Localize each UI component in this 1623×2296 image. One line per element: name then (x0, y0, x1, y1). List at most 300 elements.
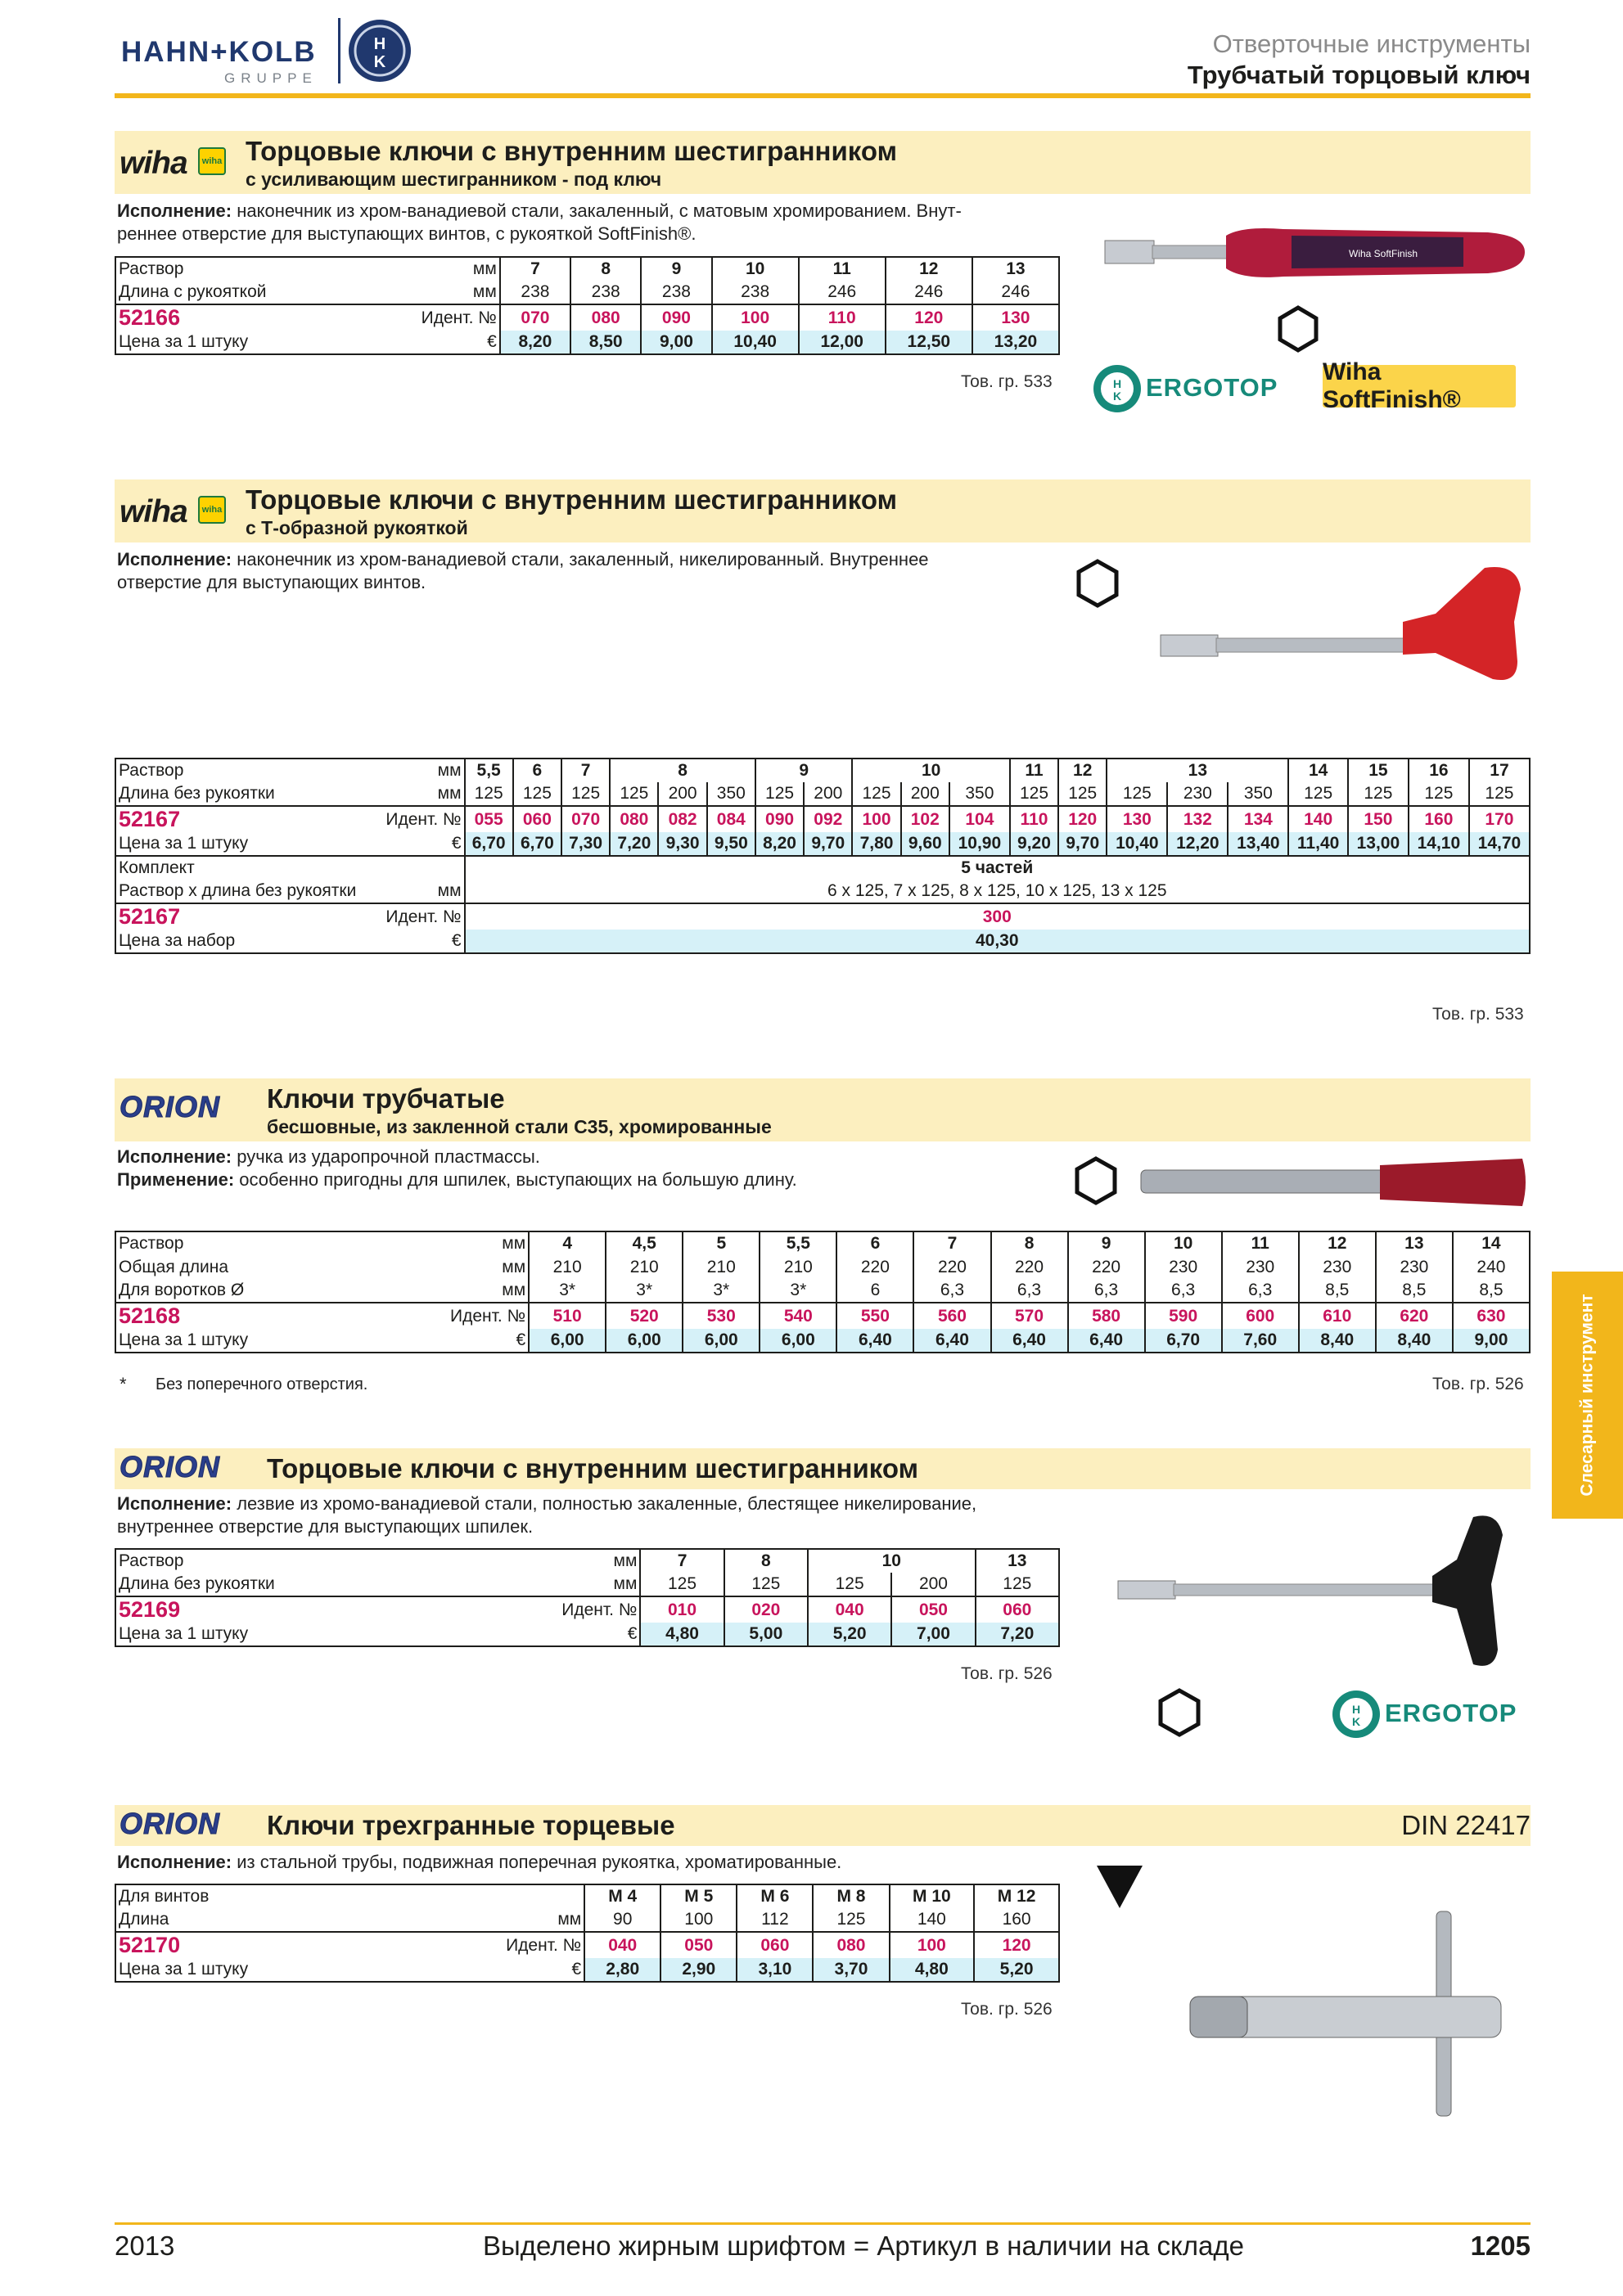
price-unit: € (435, 1958, 584, 1982)
header-rule (115, 93, 1531, 98)
length-cell: 140 (890, 1908, 975, 1932)
length-cell: 125 (610, 782, 658, 806)
size-label: Раствор (119, 259, 184, 278)
ident-cell: 040 (808, 1596, 891, 1623)
ident-label: Идент. № (435, 1932, 584, 1958)
set-article-number: 52167 (115, 903, 361, 930)
size-unit (435, 1884, 584, 1908)
length-cell: 125 (1058, 782, 1107, 806)
section2-price-table (115, 758, 1531, 954)
set-value: 5 частей (465, 856, 1530, 880)
set-sizes-label: Раствор х длина без рукоятки (119, 881, 357, 900)
length-unit: мм (437, 784, 462, 803)
length-unit: мм (557, 1910, 582, 1929)
length-cell: 210 (606, 1255, 683, 1279)
section1-title: Торцовые ключи с внутренним шестигранником (246, 136, 897, 166)
section3-title: Ключи трубчатые (267, 1083, 505, 1114)
size-cell: 10 (852, 759, 1009, 782)
price-cell: 10,40 (712, 331, 799, 354)
length-cell: 238 (500, 281, 570, 304)
ergotop-emblem-icon (1331, 1689, 1382, 1740)
size-cell: 6 (513, 759, 561, 782)
price-row (115, 832, 1530, 856)
section4-title: Торцовые ключи с внутренним шестигранником (267, 1453, 918, 1483)
hexagon-icon (1071, 1155, 1121, 1206)
ident-cell: 560 (913, 1303, 990, 1329)
size-cell: 14 (1453, 1231, 1530, 1255)
price-cell: 12,50 (886, 331, 972, 354)
price-cell: 7,80 (852, 832, 900, 856)
price-label: Цена за 1 штуку (115, 331, 361, 354)
price-label: Цена за 1 штуку (115, 1329, 377, 1353)
set-price: 40,30 (465, 930, 1530, 953)
length-label: Общая длина (119, 1257, 229, 1276)
ident-cell: 510 (529, 1303, 606, 1329)
set-price-row (115, 930, 1530, 953)
article-number: 52168 (115, 1303, 377, 1329)
section2-description: Исполнение: наконечник из хром-ванадиевой стали, закаленный, никелированный. Внутреннее отверстие для выступающих винтов. (117, 549, 929, 592)
length-cell: 100 (660, 1908, 737, 1932)
size-cell: 4,5 (606, 1231, 683, 1255)
ident-cell: 102 (901, 806, 949, 832)
hexagon-icon (1072, 558, 1123, 609)
bar-cell: 6,3 (1222, 1279, 1299, 1303)
wiha-badge-icon: wiha (198, 496, 226, 524)
ident-cell: 590 (1145, 1303, 1222, 1329)
price-cell: 5,20 (974, 1958, 1059, 1982)
price-unit: € (377, 1329, 529, 1353)
size-cell: M 10 (890, 1884, 975, 1908)
set-price-unit: € (361, 930, 465, 953)
length-cell: 350 (707, 782, 755, 806)
ident-label: Идент. № (476, 1596, 640, 1623)
price-cell: 6,40 (836, 1329, 913, 1353)
section1-price-table (115, 256, 1060, 355)
length-unit: мм (613, 1574, 638, 1593)
softfinish-badge: Wiha SoftFinish® (1323, 365, 1516, 407)
price-unit: € (361, 331, 500, 354)
length-cell: 210 (760, 1255, 836, 1279)
price-cell: 6,00 (760, 1329, 836, 1353)
ident-cell: 630 (1453, 1303, 1530, 1329)
ident-cell: 130 (972, 304, 1059, 331)
length-cell: 230 (1222, 1255, 1299, 1279)
ident-cell: 070 (561, 806, 610, 832)
length-cell: 125 (976, 1573, 1059, 1596)
bar-cell: 8,5 (1453, 1279, 1530, 1303)
price-cell: 9,70 (804, 832, 852, 856)
length-cell: 125 (640, 1573, 724, 1596)
ident-cell: 130 (1107, 806, 1167, 832)
size-unit: мм (472, 259, 497, 278)
price-cell: 9,60 (901, 832, 949, 856)
length-cell: 246 (972, 281, 1059, 304)
price-label: Цена за 1 штуку (115, 1623, 476, 1646)
price-cell: 9,00 (1453, 1329, 1530, 1353)
size-label: Для винтов (119, 1887, 210, 1906)
size-cell: 12 (1299, 1231, 1376, 1255)
price-cell: 6,70 (513, 832, 561, 856)
logo-divider (338, 18, 340, 83)
size-cell: 4 (529, 1231, 606, 1255)
price-cell: 8,50 (570, 331, 641, 354)
price-row (115, 1623, 1059, 1646)
size-cell: 10 (808, 1549, 976, 1573)
article-number: 52167 (115, 806, 361, 832)
length-cell: 230 (1299, 1255, 1376, 1279)
length-cell: 230 (1376, 1255, 1453, 1279)
length-cell: 220 (913, 1255, 990, 1279)
length-label: Длина без рукоятки (119, 784, 275, 803)
length-cell: 200 (658, 782, 706, 806)
size-cell: 15 (1348, 759, 1409, 782)
price-cell: 14,70 (1469, 832, 1530, 856)
length-row (115, 281, 1059, 304)
length-label: Длина (119, 1910, 169, 1929)
size-unit: мм (502, 1234, 526, 1253)
bar-cell: 3* (683, 1279, 760, 1303)
bar-cell: 3* (760, 1279, 836, 1303)
price-cell: 6,00 (683, 1329, 760, 1353)
side-category-tab[interactable]: Слесарный инструмент (1552, 1272, 1623, 1519)
size-cell: 5 (683, 1231, 760, 1255)
size-cell: 12 (886, 257, 972, 281)
bar-cell: 6 (836, 1279, 913, 1303)
length-cell: 125 (813, 1908, 889, 1932)
section3-product-group: Тов. гр. 526 (1432, 1375, 1524, 1393)
price-cell: 9,50 (707, 832, 755, 856)
size-cell: 13 (1376, 1231, 1453, 1255)
price-cell: 11,40 (1288, 832, 1348, 856)
set-label: Комплект (115, 856, 361, 880)
price-cell: 6,00 (529, 1329, 606, 1353)
ident-cell: 170 (1469, 806, 1530, 832)
svg-text:K: K (1112, 389, 1122, 403)
length-cell: 125 (724, 1573, 808, 1596)
price-cell: 6,00 (606, 1329, 683, 1353)
article-number: 52166 (115, 304, 361, 331)
length-cell: 125 (1469, 782, 1530, 806)
ident-cell: 580 (1068, 1303, 1145, 1329)
ident-cell: 040 (584, 1932, 660, 1958)
size-cell: 9 (641, 257, 711, 281)
section5-description: Исполнение: из стальной трубы, подвижная поперечная рукоятка, хроматированные. (117, 1852, 842, 1872)
footer-year: 2013 (115, 2231, 175, 2261)
length-cell: 112 (737, 1908, 813, 1932)
size-cell: 9 (755, 759, 852, 782)
ident-cell: 104 (949, 806, 1010, 832)
bar-cell: 6,3 (913, 1279, 990, 1303)
svg-text:H: H (1351, 1703, 1361, 1716)
price-cell: 3,70 (813, 1958, 889, 1982)
size-cell: 10 (712, 257, 799, 281)
size-unit: мм (437, 761, 462, 780)
size-cell: 13 (972, 257, 1059, 281)
ergotop-label: ERGOTOP (1146, 373, 1278, 402)
price-cell: 8,20 (755, 832, 804, 856)
ident-cell: 080 (610, 806, 658, 832)
ergotop-label: ERGOTOP (1385, 1699, 1517, 1727)
size-cell: M 6 (737, 1884, 813, 1908)
length-row (115, 1573, 1059, 1596)
size-cell: M 5 (660, 1884, 737, 1908)
ident-cell: 100 (890, 1932, 975, 1958)
price-cell: 8,20 (500, 331, 570, 354)
ident-cell: 100 (852, 806, 900, 832)
price-cell: 14,10 (1409, 832, 1469, 856)
bar-unit: мм (502, 1281, 526, 1299)
size-cell: 8 (570, 257, 641, 281)
section1-subtitle: с усиливающим шестигранником - под ключ (246, 169, 662, 190)
price-cell: 6,40 (991, 1329, 1068, 1353)
ident-cell: 080 (813, 1932, 889, 1958)
hk-emblem-icon (347, 18, 413, 83)
logo-subtext: GRUPPE (224, 70, 318, 86)
price-unit: € (361, 832, 465, 856)
ident-cell: 550 (836, 1303, 913, 1329)
svg-text:K: K (1351, 1715, 1361, 1728)
ident-cell: 092 (804, 806, 852, 832)
set-sizes-unit: мм (437, 881, 462, 900)
price-cell: 6,70 (1145, 1329, 1222, 1353)
set-unit (361, 856, 465, 880)
ergotop-emblem-icon (1092, 363, 1143, 414)
price-cell: 9,20 (1010, 832, 1058, 856)
svg-text:K: K (373, 53, 386, 71)
ident-cell: 160 (1409, 806, 1469, 832)
page-number: 1205 (1470, 2231, 1531, 2261)
section3-footnote-mark: * (119, 1374, 127, 1394)
ident-cell: 540 (760, 1303, 836, 1329)
length-row (115, 782, 1530, 806)
set-ident: 300 (465, 903, 1530, 930)
length-cell: 125 (1409, 782, 1469, 806)
ident-cell: 120 (1058, 806, 1107, 832)
length-cell: 350 (949, 782, 1010, 806)
size-cell: 7 (561, 759, 610, 782)
size-cell: 7 (500, 257, 570, 281)
length-cell: 238 (570, 281, 641, 304)
length-cell: 220 (991, 1255, 1068, 1279)
price-cell: 2,90 (660, 1958, 737, 1982)
price-cell: 2,80 (584, 1958, 660, 1982)
size-row (115, 759, 1530, 782)
length-row (115, 1908, 1059, 1932)
price-cell: 5,00 (724, 1623, 808, 1646)
size-row (115, 1549, 1059, 1573)
length-cell: 210 (529, 1255, 606, 1279)
size-row (115, 257, 1059, 281)
price-label: Цена за 1 штуку (115, 832, 361, 856)
ident-cell: 055 (465, 806, 513, 832)
section5-product-group: Тов. гр. 526 (961, 2000, 1053, 2019)
hexagon-icon (1154, 1687, 1205, 1738)
bar-row (115, 1279, 1530, 1303)
size-cell: M 12 (974, 1884, 1059, 1908)
size-cell: 7 (640, 1549, 724, 1573)
length-cell: 350 (1228, 782, 1288, 806)
bar-cell: 8,5 (1299, 1279, 1376, 1303)
length-cell: 125 (465, 782, 513, 806)
size-cell: 5,5 (465, 759, 513, 782)
length-label: Длина без рукоятки (119, 1574, 275, 1593)
size-cell: 11 (1010, 759, 1058, 782)
set-row (115, 856, 1530, 880)
price-cell: 7,20 (976, 1623, 1059, 1646)
length-cell: 160 (974, 1908, 1059, 1932)
ident-label: Идент. № (377, 1303, 529, 1329)
price-cell: 12,00 (799, 331, 886, 354)
ident-cell: 082 (658, 806, 706, 832)
section2-product-group: Тов. гр. 533 (1432, 1005, 1524, 1024)
ident-cell: 120 (886, 304, 972, 331)
ident-cell: 140 (1288, 806, 1348, 832)
set-article-row (115, 903, 1530, 930)
size-cell: 10 (1145, 1231, 1222, 1255)
svg-text:Wiha SoftFinish: Wiha SoftFinish (1349, 248, 1418, 259)
price-row (115, 1958, 1059, 1982)
price-cell: 9,30 (658, 832, 706, 856)
ident-label: Идент. № (361, 304, 500, 331)
size-row (115, 1231, 1530, 1255)
length-cell: 230 (1167, 782, 1228, 806)
ident-cell: 120 (974, 1932, 1059, 1958)
ident-cell: 110 (799, 304, 886, 331)
length-cell: 238 (641, 281, 711, 304)
length-unit: мм (472, 282, 497, 301)
set-sizes: 6 x 125, 7 x 125, 8 x 125, 10 x 125, 13 x 125 (465, 880, 1530, 903)
ident-cell: 600 (1222, 1303, 1299, 1329)
bar-cell: 8,5 (1376, 1279, 1453, 1303)
wiha-logo: wiha (119, 146, 187, 181)
nut-driver-image (1103, 211, 1529, 301)
size-cell: 5,5 (760, 1231, 836, 1255)
ident-cell: 110 (1010, 806, 1058, 832)
length-cell: 220 (1068, 1255, 1145, 1279)
ident-cell: 084 (707, 806, 755, 832)
ident-cell: 570 (991, 1303, 1068, 1329)
ident-cell: 090 (755, 806, 804, 832)
section4-product-group: Тов. гр. 526 (961, 1664, 1053, 1683)
size-cell: 17 (1469, 759, 1530, 782)
size-label: Раствор (119, 761, 184, 780)
article-row (115, 1596, 1059, 1623)
bar-cell: 6,3 (1145, 1279, 1222, 1303)
set-ident-label: Идент. № (361, 903, 465, 930)
price-cell: 4,80 (640, 1623, 724, 1646)
article-row (115, 1932, 1059, 1958)
ident-cell: 060 (976, 1596, 1059, 1623)
footer-legend: Выделено жирным шрифтом = Артикул в наличии на складе (483, 2231, 1244, 2261)
price-cell: 5,20 (808, 1623, 891, 1646)
bar-cell: 6,3 (1068, 1279, 1145, 1303)
section2-title: Торцовые ключи с внутренним шестигранником (246, 484, 897, 515)
price-cell: 13,00 (1348, 832, 1409, 856)
price-cell: 9,70 (1058, 832, 1107, 856)
din-standard: DIN 22417 (1401, 1810, 1531, 1840)
length-cell: 240 (1453, 1255, 1530, 1279)
length-cell: 200 (804, 782, 852, 806)
size-cell: 8 (991, 1231, 1068, 1255)
price-cell: 8,40 (1299, 1329, 1376, 1353)
section4-description: Исполнение: лезвие из хромо-ванадиевой стали, полностью закаленные, блестящее никелирование, внутреннее отверстие для выступающих шпилек. (117, 1493, 977, 1537)
triangle-socket-wrench-image (1187, 1907, 1531, 2127)
section4-price-table (115, 1548, 1060, 1647)
price-cell: 8,40 (1376, 1329, 1453, 1353)
ident-cell: 050 (660, 1932, 737, 1958)
logo-text: HAHN+KOLB (121, 36, 317, 68)
size-unit: мм (613, 1551, 638, 1570)
price-cell: 10,40 (1107, 832, 1167, 856)
t-handle-socket-wrench-image (1113, 1510, 1522, 1674)
price-row (115, 331, 1059, 354)
bar-label: Для воротков Ø (119, 1281, 245, 1299)
price-cell: 6,40 (1068, 1329, 1145, 1353)
length-cell: 210 (683, 1255, 760, 1279)
ident-cell: 010 (640, 1596, 724, 1623)
article-number: 52170 (115, 1932, 435, 1958)
triangle-icon (1093, 1861, 1146, 1913)
length-label: Длина с рукояткой (119, 282, 267, 301)
price-unit: € (476, 1623, 640, 1646)
size-label: Раствор (119, 1234, 184, 1253)
bar-cell: 3* (606, 1279, 683, 1303)
price-cell: 12,20 (1167, 832, 1228, 856)
size-cell: 6 (836, 1231, 913, 1255)
price-cell: 4,80 (890, 1958, 975, 1982)
price-cell: 7,60 (1222, 1329, 1299, 1353)
section1-description: Исполнение: наконечник из хром-ванадиевой стали, закаленный, с матовым хромированием. Внут- реннее отверстие для выступающих винтов, с рукояткой SoftFinish®. (117, 200, 962, 244)
wiha-logo: wiha (119, 494, 187, 529)
wiha-badge-icon: wiha (198, 147, 226, 175)
section5-title: Ключи трехгранные торцевые (267, 1810, 675, 1840)
ident-cell: 050 (891, 1596, 975, 1623)
length-cell: 125 (755, 782, 804, 806)
size-cell: 8 (724, 1549, 808, 1573)
size-cell: 8 (610, 759, 755, 782)
t-handle-nut-driver-image (1157, 565, 1529, 687)
price-cell: 6,40 (913, 1329, 990, 1353)
ident-cell: 620 (1376, 1303, 1453, 1329)
ident-cell: 080 (570, 304, 641, 331)
price-cell: 13,20 (972, 331, 1059, 354)
section3-price-table (115, 1231, 1531, 1353)
ident-cell: 132 (1167, 806, 1228, 832)
ident-cell: 520 (606, 1303, 683, 1329)
length-cell: 125 (513, 782, 561, 806)
length-cell: 90 (584, 1908, 660, 1932)
section5-price-table (115, 1884, 1060, 1983)
section3-footnote: Без поперечного отверстия. (156, 1375, 368, 1393)
ident-cell: 090 (641, 304, 711, 331)
price-label: Цена за 1 штуку (115, 1958, 435, 1982)
ident-cell: 020 (724, 1596, 808, 1623)
length-cell: 125 (808, 1573, 891, 1596)
page-subcategory: Трубчатый торцовый ключ (1187, 61, 1531, 89)
set-price-label: Цена за набор (115, 930, 361, 953)
section3-description: Исполнение: ручка из ударопрочной пластмассы. Применение: особенно пригодны для шпилек, выступающих на большую длину. (117, 1146, 797, 1190)
ident-cell: 610 (1299, 1303, 1376, 1329)
length-cell: 125 (1107, 782, 1167, 806)
section2-subtitle: с Т-образной рукояткой (246, 517, 468, 538)
section3-subtitle: бесшовные, из закленной стали C35, хромированные (267, 1116, 772, 1137)
article-number: 52169 (115, 1596, 476, 1623)
length-cell: 125 (1010, 782, 1058, 806)
length-cell: 238 (712, 281, 799, 304)
price-cell: 10,90 (949, 832, 1010, 856)
length-cell: 220 (836, 1255, 913, 1279)
hexagon-icon (1274, 304, 1323, 353)
